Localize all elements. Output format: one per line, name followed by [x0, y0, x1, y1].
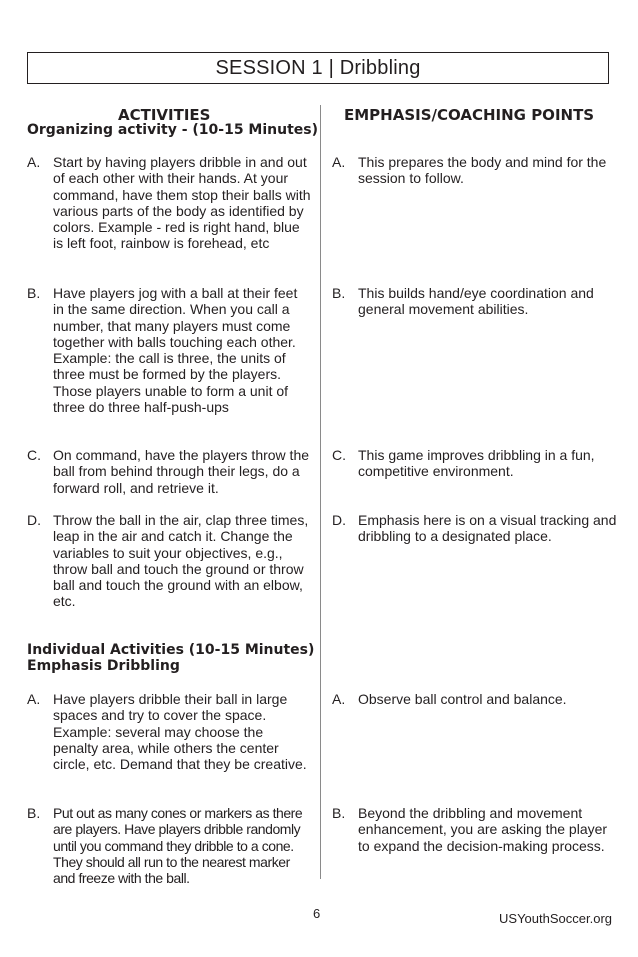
individual-coaching-point-a [332, 691, 622, 707]
activity-letter: B. [27, 805, 41, 821]
section2-heading-line2: Emphasis Dribbling [27, 658, 180, 674]
activity-letter: C. [27, 447, 41, 463]
activity-letter: A. [27, 154, 41, 170]
individual-activity-b [27, 805, 311, 886]
activity-a [27, 154, 311, 252]
activity-text: Throw the ball in the air, clap three times, leap in the air and catch it. Change the variables to suit your objectives, e.g., throw ball and touch the ground or throw ball and touch the ground with an elbow, etc. [53, 512, 309, 610]
individual-activity-a [27, 691, 311, 772]
individual-coaching-point-b [332, 805, 622, 854]
coaching-letter: B. [332, 285, 346, 301]
coaching-text: Emphasis here is on a visual tracking and dribbling to a designated place. [358, 512, 617, 545]
activity-text: Have players dribble their ball in large spaces and try to cover the space. Example: several may choose the penalty area, while others the center circle, etc. Demand that they be creative. [53, 691, 307, 773]
activity-d [27, 512, 311, 610]
coaching-text: This prepares the body and mind for the session to follow. [358, 154, 607, 187]
activity-text: On command, have the players throw the ball from behind through their legs, do a forward roll, and retrieve it. [53, 447, 310, 496]
activity-b [27, 285, 311, 415]
activity-text: Have players jog with a ball at their feet in the same direction. When you call a number, that many players must come together with balls touching each other. Example: the call is three, the units of three must be formed by the players. Those players unable to form a unit of three do three half-push-ups [53, 285, 298, 416]
activity-letter: D. [27, 512, 41, 528]
coaching-point-c [332, 447, 622, 480]
coaching-letter: A. [332, 154, 346, 170]
coaching-letter: B. [332, 805, 346, 821]
activities-header: ACTIVITIES [118, 106, 211, 124]
site-url: USYouthSoccer.org [499, 911, 612, 926]
page-number: 6 [313, 906, 321, 921]
activity-letter: B. [27, 285, 41, 301]
coaching-point-d [332, 512, 622, 545]
activity-text: Put out as many cones or markers as there are players. Have players dribble randomly until you command they dribble to a cone. They should all run to the nearest marker and freeze with the ball. [53, 805, 303, 887]
coaching-text: Observe ball control and balance. [358, 691, 567, 707]
coaching-letter: A. [332, 691, 346, 707]
activity-text: Start by having players dribble in and out of each other with their hands. At your command, have them stop their balls with various parts of the body as identified by colors. Example - red is right hand, blue is left foot, rainbow is forehead, etc [53, 154, 311, 252]
section1-heading: Organizing activity - (10-15 Minutes) [27, 122, 319, 138]
coaching-text: This game improves dribbling in a fun, competitive environment. [358, 447, 595, 480]
coaching-point-a [332, 154, 622, 187]
activity-c [27, 447, 311, 496]
emphasis-header: EMPHASIS/COACHING POINTS [344, 106, 595, 124]
column-divider [320, 105, 321, 879]
section2-heading [27, 642, 314, 674]
activity-letter: A. [27, 691, 41, 707]
session-title: SESSION 1 | Dribbling [27, 52, 609, 84]
coaching-letter: D. [332, 512, 346, 528]
coaching-text: This builds hand/eye coordination and general movement abilities. [358, 285, 594, 318]
coaching-point-b [332, 285, 622, 318]
coaching-text: Beyond the dribbling and movement enhancement, you are asking the player to expand the decision-making process. [358, 805, 608, 854]
section2-heading-line1: Individual Activities (10-15 Minutes) [27, 642, 315, 658]
coaching-letter: C. [332, 447, 346, 463]
